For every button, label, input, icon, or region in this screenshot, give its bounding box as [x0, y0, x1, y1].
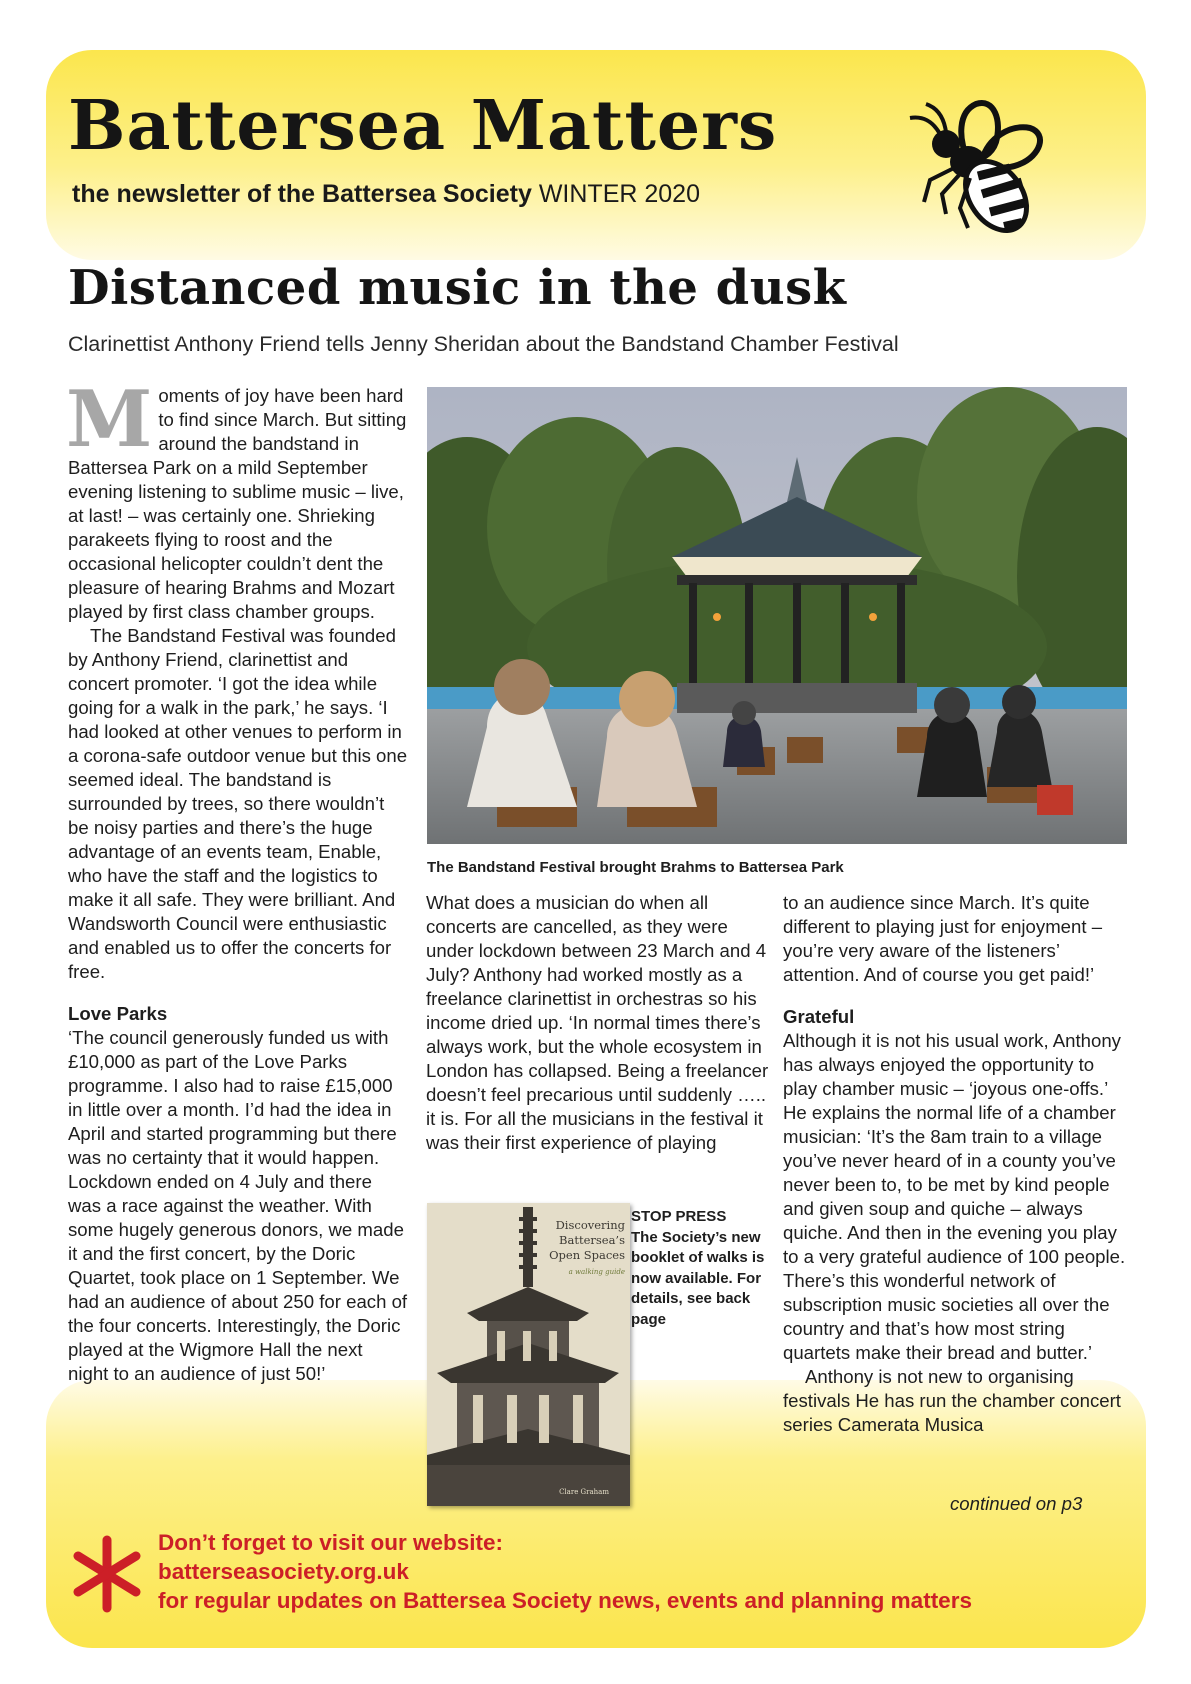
subheading-love-parks: Love Parks	[68, 1003, 168, 1024]
intro-text: oments of joy have been hard to find since March. But sitting around the bandstand in Battersea Park on a mild September evening listening to sublime music – live, at last! – was certainly one. Shrieking parakeets flying to roost and the occasional helicopter couldn’t dent the pleasure of hearing Brahms and Mozart played by first class chamber groups.	[68, 385, 407, 622]
masthead-subtitle	[72, 180, 700, 209]
booklet-author: Clare Graham	[559, 1488, 609, 1496]
article-paragraph: What does a musician do when all concerts are cancelled, as they were under lockdown between 23 March and 4 July? Anthony had worked mostly as a freelance clarinettist in orchestras so his income dried up. ‘In normal times there’s always work, but the whole ecosystem in London has collapsed. Being a freelancer doesn’t feel precarious until suddenly ….. it is. For all the musicians in the festival it was their first experience of playing	[426, 892, 769, 1153]
website-line-1: Don’t forget to visit our website:	[158, 1530, 504, 1555]
intro-paragraph	[66, 374, 408, 624]
booklet-title-1: Discovering	[555, 1218, 625, 1232]
subheading-grateful: Grateful	[783, 1006, 855, 1027]
article-column-1	[66, 374, 408, 1386]
issue-label: WINTER 2020	[538, 180, 700, 208]
bandstand-photo	[427, 387, 1127, 844]
article-column-2	[426, 891, 771, 1155]
stop-press-text: The Society’s new booklet of walks is now available. For details, see back page	[631, 1228, 765, 1328]
continued-note: continued on p3	[950, 1493, 1083, 1514]
asterisk-icon	[70, 1534, 144, 1614]
bandstand-illustration	[427, 387, 1127, 844]
article-paragraph: Anthony is not new to organising festivals He has run the chamber concert series Camerata Musica	[783, 1366, 1121, 1435]
masthead-title: Battersea Matters	[68, 86, 778, 166]
article-paragraph: ‘The council generously funded us with £10,000 as part of the Love Parks programme. I also had to raise £15,000 in little over a month. I’d had the idea in April and started programming but there was no certainty that it would happen. Lockdown ended on 4 July and there was a race against the weather. With some hugely generous donors, we made it and the first concert, by the Doric Quartet, took place on 1 September. We had an audience of about 250 for each of the four concerts. Interestingly, the Doric played at the Wigmore Hall the next night to an audience of just 50!’	[68, 1027, 408, 1384]
booklet-title-2: Battersea’s	[559, 1233, 625, 1247]
photo-caption: The Bandstand Festival brought Brahms to Battersea Park	[427, 859, 844, 876]
drop-cap: M	[66, 374, 153, 465]
bee-icon	[898, 98, 1048, 250]
website-promo	[158, 1528, 972, 1615]
website-line-3: for regular updates on Battersea Society news, events and planning matters	[158, 1588, 972, 1613]
booklet-title-3: Open Spaces	[549, 1248, 625, 1262]
booklet-cover	[427, 1203, 630, 1506]
article-paragraph: Although it is not his usual work, Anthony has always enjoyed the opportunity to play chamber music – ‘joyous one-offs.’ He explains the normal life of a chamber musician: ‘It’s the 8am train to a village you’ve never heard of in a county you’ve never been to, to be met by kind people and given soup and quiche – always quiche. And then in the evening you play to a very grateful audience of 100 people. There’s this wonderful network of subscription music societies all over the country and that’s how most string quartets make their bread and butter.’	[783, 1030, 1126, 1363]
article-column-3	[783, 891, 1128, 1437]
stop-press-box	[631, 1207, 776, 1330]
newsletter-tagline: the newsletter of the Battersea Society	[72, 180, 532, 208]
website-url-link[interactable]: batterseasociety.org.uk	[158, 1559, 409, 1584]
booklet-cover-art	[427, 1203, 630, 1506]
booklet-tagline: a walking guide	[568, 1268, 625, 1276]
stop-press-label: STOP PRESS	[631, 1208, 727, 1225]
article-paragraph: The Bandstand Festival was founded by Anthony Friend, clarinettist and concert promoter. ‘I got the idea while going for a walk in the park,’ he says. ‘I had looked at other venues to perform in a corona-safe outdoor venue but this one seemed ideal. The bandstand is surrounded by trees, so there wouldn’t be noisy parties and there’s the huge advantage of an events team, Enable, who have the staff and the logistics to make it all safe. They were brilliant. And Wandsworth Council were enthusiastic and enabled us to offer the concerts for free.	[68, 625, 408, 982]
article-standfirst: Clarinettist Anthony Friend tells Jenny Sheridan about the Bandstand Chamber Festival	[68, 332, 899, 356]
article-paragraph: to an audience since March. It’s quite different to playing just for enjoyment – you’re very aware of the listeners’ attention. And of course you get paid!’	[783, 892, 1103, 985]
article-headline: Distanced music in the dusk	[68, 260, 847, 316]
